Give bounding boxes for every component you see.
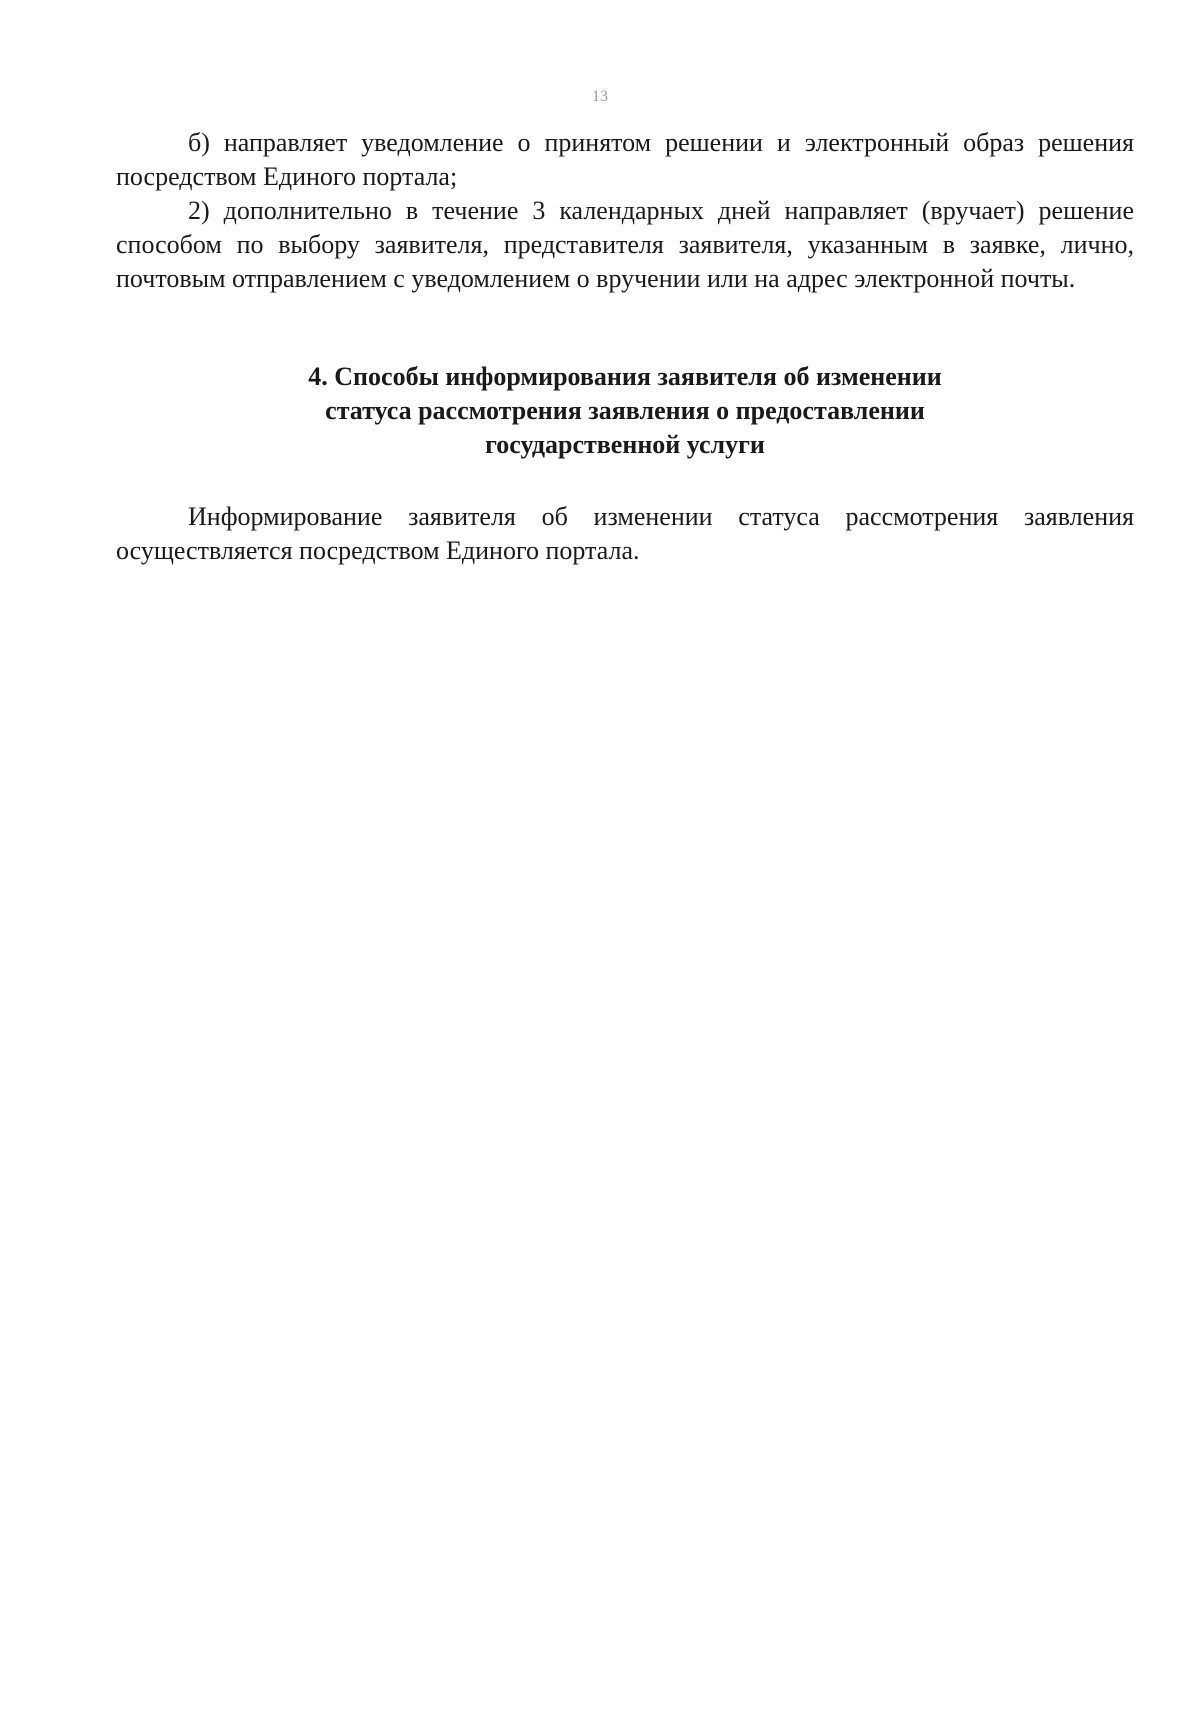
section-body: [116, 500, 1134, 568]
section-paragraph: Информирование заявителя об изменении статуса рассмотрения заявления осуществляется посредством Единого портала.: [116, 502, 1134, 565]
section-heading-line: государственной услуги: [485, 430, 765, 459]
paragraph-2: 2) дополнительно в течение 3 календарных дней направляет (вручает) решение способом по выбору заявителя, представителя заявителя, указанным в заявке, лично, почтовым отправлением с уведомлением о вручении или на адрес электронной почты.: [116, 196, 1134, 293]
paragraphs-top: [116, 126, 1134, 296]
section-heading: [116, 360, 1134, 462]
page-number: 13: [592, 88, 608, 105]
section-heading-line: 4. Способы информирования заявителя об изменении: [308, 362, 942, 391]
section-heading-line: статуса рассмотрения заявления о предоставлении: [325, 396, 925, 425]
paragraph-b: б) направляет уведомление о принятом решении и электронный образ решения посредством Единого портала;: [116, 128, 1134, 191]
